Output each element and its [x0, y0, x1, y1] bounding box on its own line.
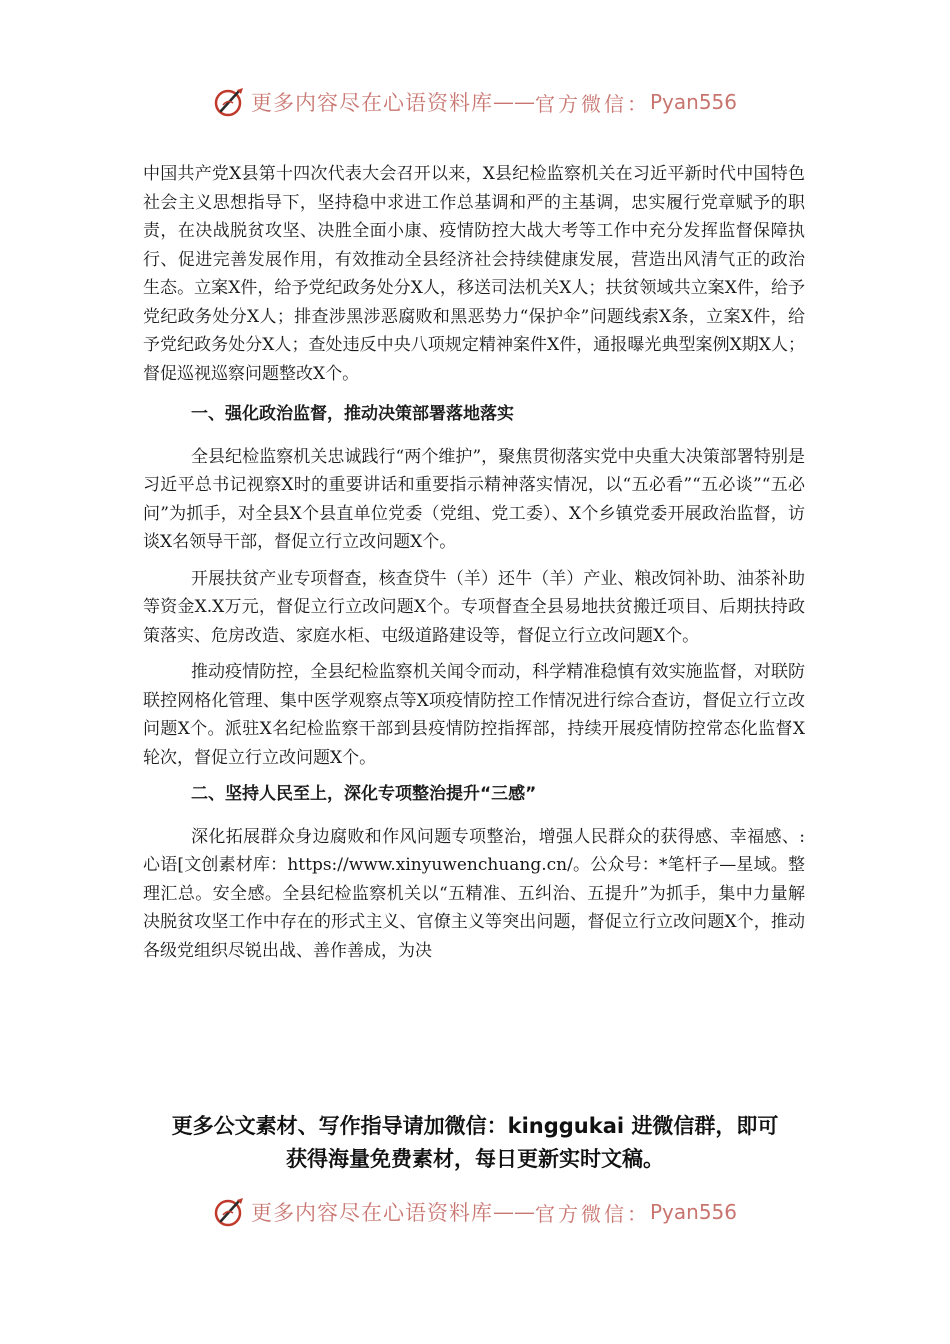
paragraph-epidemic-control: 推动疫情防控，全县纪检监察机关闻令而动，科学精准稳慎有效实施监督，对联防联控网格化管理、集中医学观察点等X项疫情防控工作情况进行综合查访，督促立行立改问题X个。派驻X名纪检监察干部到县疫情防控指挥部，持续开展疫情防控常态化监督X轮次，督促立行立改问题X个。 [143, 662, 805, 768]
paragraph-poverty-inspection: 开展扶贫产业专项督查，核查贷牛（羊）还牛（羊）产业、粮改饲补助、油茶补助等资金X.X万元，督促立行立改问题X个。专项督查全县易地扶贫搬迁项目、后期扶持政策落实、危房改造、家庭水柜、屯级道路建设等，督促立行立改问题X个。 [143, 568, 805, 646]
section-heading-2: 二、坚持人民至上，深化专项整治提升“三感” [191, 784, 537, 804]
paragraph-political-supervision: 全县纪检监察机关忠诚践行“两个维护”，聚焦贯彻落实党中央重大决策部署特别是习近平总书记视察X时的重要讲话和重要指示精神落实情况，以“五必看”“五必谈”“五必问”为抓手，对全县X个县直单位党委（党组、党工委）、X个乡镇党委开展政治监督，访谈X名领导干部，督促立行立改问题X个。 [143, 446, 805, 552]
banner-wechat-id: Pyan556 [649, 1200, 737, 1224]
intro-paragraph: 中国共产党X县第十四次代表大会召开以来，X县纪检监察机关在习近平新时代中国特色社会主义思想指导下，坚持稳中求进工作总基调和严的主基调，忠实履行党章赋予的职责，在决战脱贫攻坚、决胜全面小康、疫情防控大战大考等工作中充分发挥监督保障执行、促进完善发展作用，有效推动全县经济社会持续健康发展，营造出风清气正的政治生态。立案X件，给予党纪政务处分X人，移送司法机关X人；扶贫领域共立案X件，给予党纪政务处分X人；排查涉黑涉恶腐败和黑恶势力“保护伞”问题线索X条，立案X件，给予党纪政务处分X人；查处违反中央八项规定精神案件X件，通报曝光典型案例X期X人；督促巡视巡察问题整改X个。 [143, 164, 805, 384]
header-banner [0, 80, 950, 124]
banner-brand: 更多内容尽在心语资料库 [250, 1201, 493, 1225]
banner-brand: 更多内容尽在心语资料库 [250, 91, 493, 115]
pen-logo-icon [213, 1195, 247, 1229]
footer-line-1: 更多公文素材、写作指导请加微信：kinggukai 进微信群，即可 [171, 1114, 779, 1138]
banner-separator: —— [492, 90, 535, 114]
banner-separator: —— [492, 1200, 535, 1224]
footer-note [100, 1110, 850, 1176]
footer-line-2: 获得海量免费素材，每日更新实时文稿。 [286, 1147, 664, 1171]
banner-wechat-id: Pyan556 [649, 90, 737, 114]
section-heading-1: 一、强化政治监督，推动决策部署落地落实 [191, 404, 514, 424]
banner-wechat-label: 官方微信： [534, 1201, 650, 1226]
banner-wechat-label: 官方微信： [534, 91, 650, 116]
footer-banner [0, 1190, 950, 1234]
paragraph-special-rectification: 深化拓展群众身边腐败和作风问题专项整治，增强人民群众的获得感、幸福感、:心语[文创素材库：https://www.xinyuwenchuang.cn/。公众号：*笔杆子—星域。整理汇总。安全感。全县纪检监察机关以“五精准、五纠治、五提升”为抓手，集中力量解决脱贫攻坚工作中存在的形式主义、官僚主义等突出问题，督促立行立改问题X个，推动各级党组织尽锐出战、善作善成，为决 [143, 826, 805, 961]
pen-logo-icon [213, 85, 247, 119]
document-body [143, 160, 805, 973]
